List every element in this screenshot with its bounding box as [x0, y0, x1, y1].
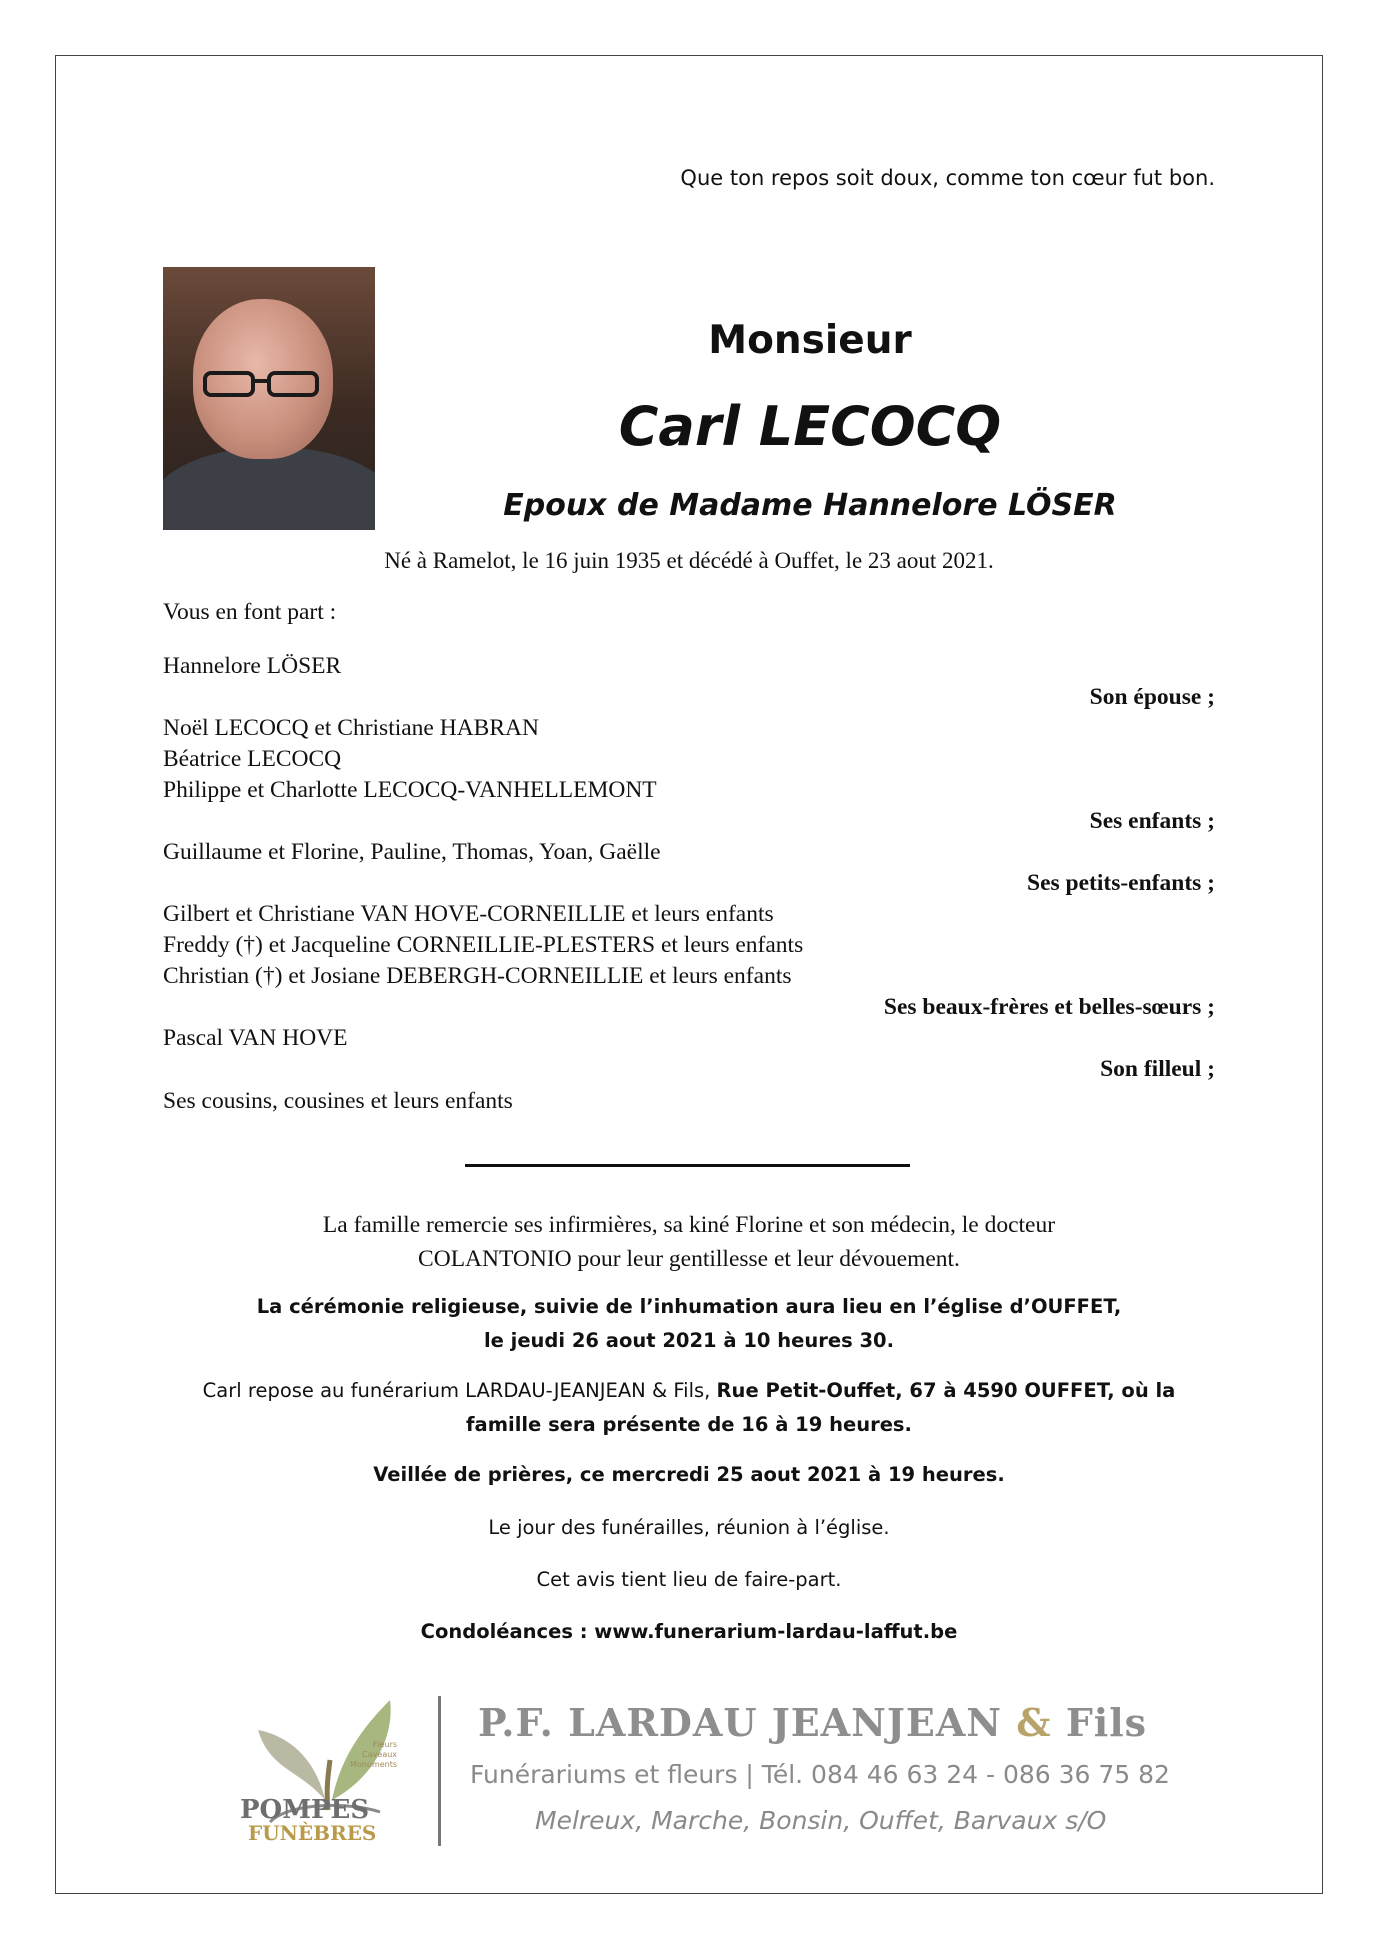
cousins: Ses cousins, cousines et leurs enfants — [163, 1088, 513, 1114]
child-3: Philippe et Charlotte LECOCQ-VANHELLEMONT — [163, 777, 657, 803]
logo-service-3: Monuments — [350, 1760, 398, 1769]
godson: Pascal VAN HOVE — [163, 1025, 348, 1051]
spouse-line: Epoux de Madame Hannelore LÖSER — [503, 488, 1117, 523]
pompes-funebres-logo — [230, 1690, 430, 1850]
child-1: Noël LECOCQ et Christiane HABRAN — [163, 715, 539, 741]
epigraph: Que ton repos soit doux, comme ton cœur fut bon. — [680, 166, 1215, 190]
honorific: Monsieur — [708, 318, 912, 363]
repose-presence: famille sera présente de 16 à 19 heures. — [466, 1413, 912, 1436]
repose-paragraph — [160, 1374, 1218, 1442]
grandchildren-role: Ses petits-enfants ; — [1027, 870, 1215, 896]
divider-rule — [465, 1164, 910, 1167]
ceremony-paragraph — [160, 1290, 1218, 1358]
godson-role: Son filleul ; — [1100, 1056, 1215, 1082]
funeral-day-line: Le jour des funérailles, réunion à l’église. — [488, 1516, 890, 1539]
in-law-1: Gilbert et Christiane VAN HOVE-CORNEILLIE et leurs enfants — [163, 901, 774, 927]
logo-text-1: POMPES — [240, 1795, 370, 1825]
company-ampersand: & — [1016, 1700, 1052, 1745]
thanks-line-2: COLANTONIO pour leur gentillesse et leur dévouement. — [418, 1246, 960, 1272]
footer-divider — [438, 1696, 441, 1846]
intro: Vous en font part : — [163, 599, 337, 625]
condolences-line: Condoléances : www.funerarium-lardau-laffut.be — [420, 1620, 958, 1643]
children-role: Ses enfants ; — [1089, 808, 1215, 834]
company-name — [478, 1700, 1147, 1745]
company-name-b: Fils — [1051, 1700, 1148, 1745]
spouse-name: Hannelore LÖSER — [163, 653, 342, 679]
spouse-role: Son épouse ; — [1089, 684, 1215, 710]
ceremony-line-1: La cérémonie religieuse, suivie de l’inhumation aura lieu en l’église d’OUFFET, — [256, 1295, 1122, 1318]
in-law-3: Christian (†) et Josiane DEBERGH-CORNEILLIE et leurs enfants — [163, 963, 792, 989]
birth-death-line: Né à Ramelot, le 16 juin 1935 et décédé à Ouffet, le 23 aout 2021. — [384, 548, 994, 573]
in-law-2: Freddy (†) et Jacqueline CORNEILLIE-PLESTERS et leurs enfants — [163, 932, 804, 958]
portrait-photo — [163, 267, 375, 530]
notice-line: Cet avis tient lieu de faire-part. — [536, 1568, 842, 1591]
thanks-line-1: La famille remercie ses infirmières, sa kiné Florine et son médecin, le docteur — [322, 1212, 1056, 1238]
vigil-line: Veillée de prières, ce mercredi 25 aout 2021 à 19 heures. — [373, 1463, 1005, 1486]
repose-address: Rue Petit-Ouffet, 67 à 4590 OUFFET, où la — [716, 1379, 1176, 1402]
company-locations: Melreux, Marche, Bonsin, Ouffet, Barvaux s/O — [535, 1806, 1107, 1835]
logo-service-2: Caveaux — [362, 1750, 398, 1759]
thanks-paragraph — [200, 1208, 1178, 1276]
logo-services — [350, 1740, 397, 1770]
company-name-a: P.F. LARDAU JEANJEAN — [478, 1700, 1017, 1745]
grandchildren: Guillaume et Florine, Pauline, Thomas, Yoan, Gaëlle — [163, 839, 661, 865]
child-2: Béatrice LECOCQ — [163, 746, 342, 772]
deceased-name: Carl LECOCQ — [618, 395, 1002, 458]
logo-service-1: Fleurs — [372, 1740, 398, 1749]
company-contact: Funérariums et fleurs | Tél. 084 46 63 24 - 086 36 75 82 — [470, 1760, 1170, 1789]
repose-plain: Carl repose au funérarium LARDAU-JEANJEAN & Fils, — [202, 1379, 717, 1402]
in-laws-role: Ses beaux-frères et belles-sœurs ; — [883, 994, 1215, 1020]
ceremony-line-2: le jeudi 26 aout 2021 à 10 heures 30. — [483, 1329, 895, 1352]
logo-text-2: FUNÈBRES — [248, 1821, 377, 1845]
